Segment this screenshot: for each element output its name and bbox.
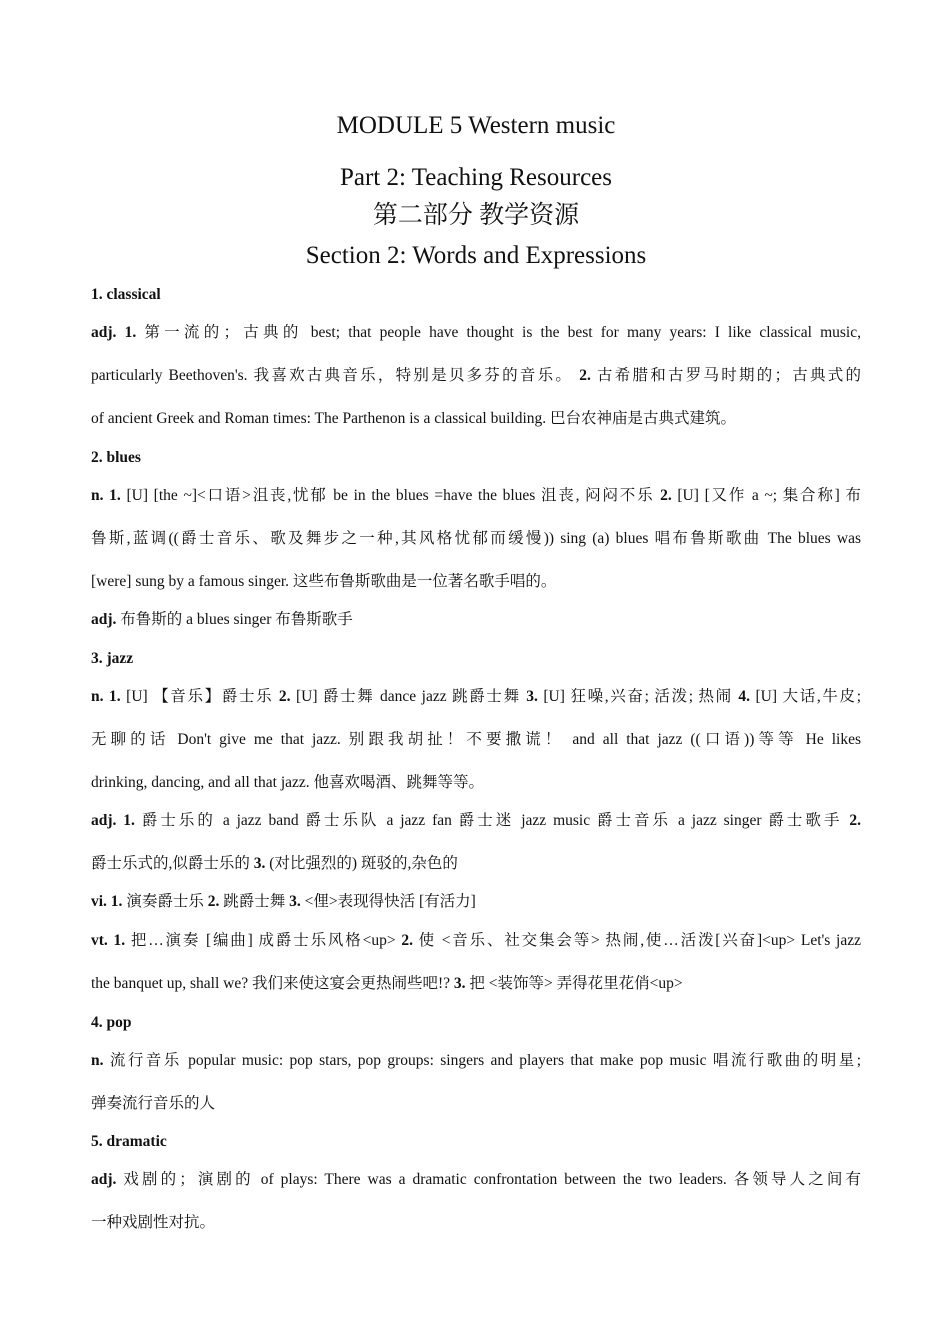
definition-line: 鲁斯,蓝调((爵士音乐、歌及舞步之一种,其风格忧郁而缓慢)) sing (a) blues 唱布鲁斯歌曲 The blues was [91,530,861,547]
definition-line: 无聊的话 Don't give me that jazz. 别跟我胡扯！不要撒谎！ and all that jazz ((口语))等等 He likes [91,731,861,748]
module-title: MODULE 5 Western music [336,112,616,139]
section-title: Section 2: Words and Expressions [305,242,647,269]
part-title-chinese: 第二部分 教学资源 [372,202,580,229]
pos-label: n. [91,1052,104,1069]
definition-line: drinking, dancing, and all that jazz. 他喜欢喝酒、跳舞等等。 [91,774,485,791]
definition-line: the banquet up, shall we? 我们来使这宴会更热闹些吧!? 3. 把 <装饰等> 弄得花里花俏<up> [91,975,683,992]
entry-heading-dramatic: 5. dramatic [91,1133,167,1150]
pos-label: vt. 1. [91,932,126,949]
entry-heading-jazz: 3. jazz [91,650,134,667]
entry-heading-pop: 4. pop [91,1014,132,1031]
definition-line: of ancient Greek and Roman times: The Parthenon is a classical building. 巴台农神庙是古典式建筑。 [91,410,736,427]
pos-label: adj. 1. [91,812,135,829]
definition-line: n. 1. [U] [the ~]<口语>沮丧,忧郁 be in the blues =have the blues 沮丧, 闷闷不乐 2. [U] [又作 a ~; 集合称] 布 [91,487,862,504]
definition-line: [were] sung by a famous singer. 这些布鲁斯歌曲是一位著名歌手唱的。 [91,573,557,590]
pos-label: vi. 1. [91,893,123,910]
definition-line: 一种戏剧性对抗。 [91,1214,216,1231]
pos-label: n. 1. [91,487,121,504]
entry-heading-classical: 1. classical [91,286,161,303]
pos-label: adj. [91,611,117,628]
pos-label: adj. 1. [91,324,137,341]
pos-label: n. 1. [91,688,121,705]
definition-line: adj. 1. 爵士乐的 a jazz band 爵士乐队 a jazz fan 爵士迷 jazz music 爵士音乐 a jazz singer 爵士歌手 2. [91,812,861,829]
definition-line: vi. 1. 演奏爵士乐 2. 跳爵士舞 3. <俚>表现得快活 [有活力] [91,893,476,910]
definition-line: n. 1. [U] 【音乐】爵士乐 2. [U] 爵士舞 dance jazz 跳爵士舞 3. [U] 狂噪,兴奋; 活泼; 热闹 4. [U] 大话,牛皮; [91,688,862,705]
definition-line: adj. 戏剧的；演剧的 of plays: There was a dramatic confrontation between the two leaders. 各领导人之间有 [91,1171,861,1188]
definition-line: particularly Beethoven's. 我喜欢古典音乐，特别是贝多芬的音乐。 2. 古希腊和古罗马时期的；古典式的 [91,367,861,384]
definition-line: 爵士乐式的,似爵士乐的 3. (对比强烈的) 斑驳的,杂色的 [91,855,458,872]
definition-line: vt. 1. 把…演奏 [编曲] 成爵士乐风格<up> 2. 使 <音乐、社交集会等> 热闹,使…活泼[兴奋]<up> Let's jazz [91,932,862,949]
definition-line: 弹奏流行音乐的人 [91,1095,216,1112]
pos-label: adj. [91,1171,117,1188]
definition-line: adj. 布鲁斯的 a blues singer 布鲁斯歌手 [91,611,353,628]
definition-line: n. 流行音乐 popular music: pop stars, pop groups: singers and players that make pop music 唱流行歌曲的明星; [91,1052,861,1069]
definition-line: adj. 1. 第一流的；古典的 best; that people have thought is the best for many years: I like classical music, [91,324,861,341]
entry-heading-blues: 2. blues [91,449,141,466]
part-title: Part 2: Teaching Resources [339,164,613,191]
